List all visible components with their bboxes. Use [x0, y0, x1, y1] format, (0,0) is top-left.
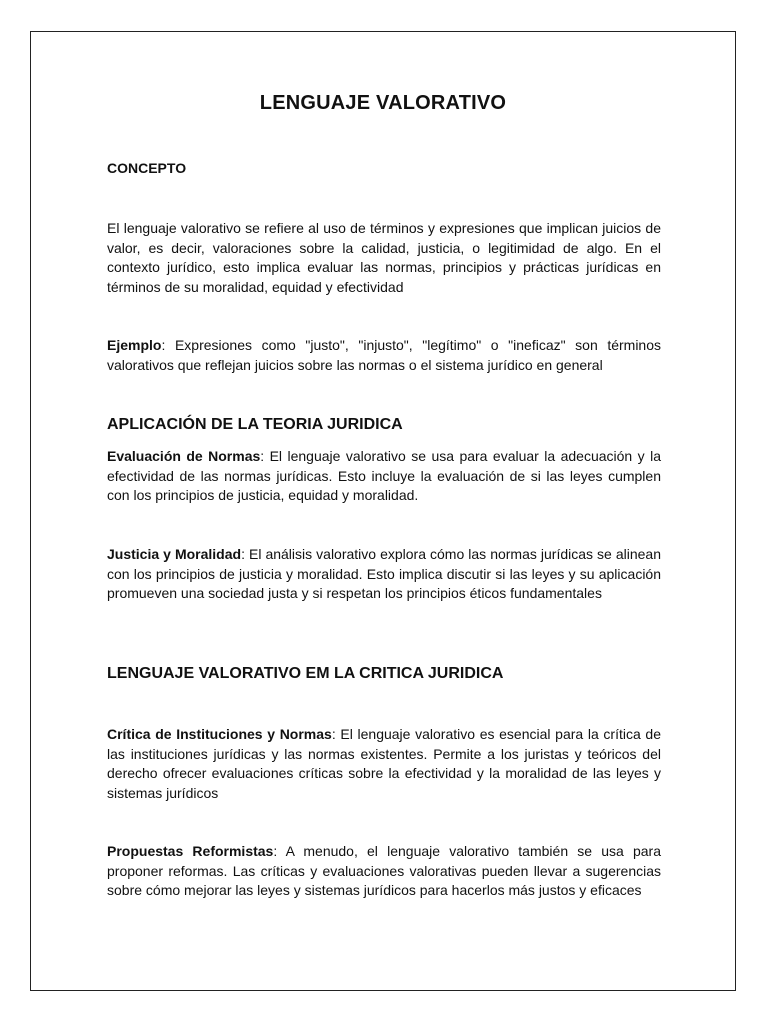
evaluacion-normas-paragraph — [107, 447, 661, 506]
ejemplo-label: Ejemplo — [107, 337, 162, 353]
document-title: LENGUAJE VALORATIVO — [259, 92, 507, 114]
justicia-moralidad-paragraph — [107, 545, 661, 604]
propuestas-reformistas-label: Propuestas Reformistas — [107, 843, 274, 859]
critica-instituciones-label: Crítica de Instituciones y Normas — [107, 726, 332, 742]
evaluacion-normas-label: Evaluación de Normas — [107, 448, 261, 464]
justicia-moralidad-label: Justicia y Moralidad — [107, 546, 242, 562]
aplicacion-heading: APLICACIÓN DE LA TEORIA JURIDICA — [107, 416, 403, 433]
justicia-moralidad-text: : El análisis valorativo explora cómo las normas jurídicas se alinean con los principios de justicia y moralidad. Esto implica discutir si las leyes y su aplicación promueven una sociedad justa y si respetan los principios éticos fundamentales — [107, 546, 661, 601]
ejemplo-text: : Expresiones como "justo", "injusto", "legítimo" o "ineficaz" son términos valorativos que reflejan juicios sobre las normas o el sistema jurídico en general — [107, 337, 661, 373]
concepto-paragraph: El lenguaje valorativo se refiere al uso de términos y expresiones que implican juicios de valor, es decir, valoraciones sobre la calidad, justicia, o legitimidad de algo. En el contexto jurídico, esto implica evaluar las normas, principios y prácticas jurídicas en términos de su moralidad, equidad y efectividad — [107, 220, 661, 295]
critica-heading: LENGUAJE VALORATIVO EM LA CRITICA JURIDICA — [107, 665, 504, 682]
propuestas-reformistas-text: : A menudo, el lenguaje valorativo también se usa para proponer reformas. Las críticas y evaluaciones valorativas pueden llevar a sugerencias sobre cómo mejorar las leyes y sistemas jurídicos para hacerlos más justos y eficaces — [107, 843, 661, 898]
critica-instituciones-paragraph — [107, 725, 661, 803]
propuestas-reformistas-paragraph — [107, 842, 661, 901]
critica-instituciones-text: : El lenguaje valorativo es esencial para la crítica de las instituciones jurídicas y las normas existentes. Permite a los juristas y teóricos del derecho ofrecer evaluaciones críticas sobre la efectividad y la moralidad de las leyes y sistemas jurídicos — [107, 726, 661, 801]
document-page — [30, 31, 736, 991]
evaluacion-normas-text: : El lenguaje valorativo se usa para evaluar la adecuación y la efectividad de las normas jurídicas. Esto incluye la evaluación de si las leyes cumplen con los principios de justicia, equidad y moralidad. — [107, 448, 661, 503]
ejemplo-paragraph — [107, 336, 661, 375]
concepto-heading: CONCEPTO — [107, 160, 187, 176]
